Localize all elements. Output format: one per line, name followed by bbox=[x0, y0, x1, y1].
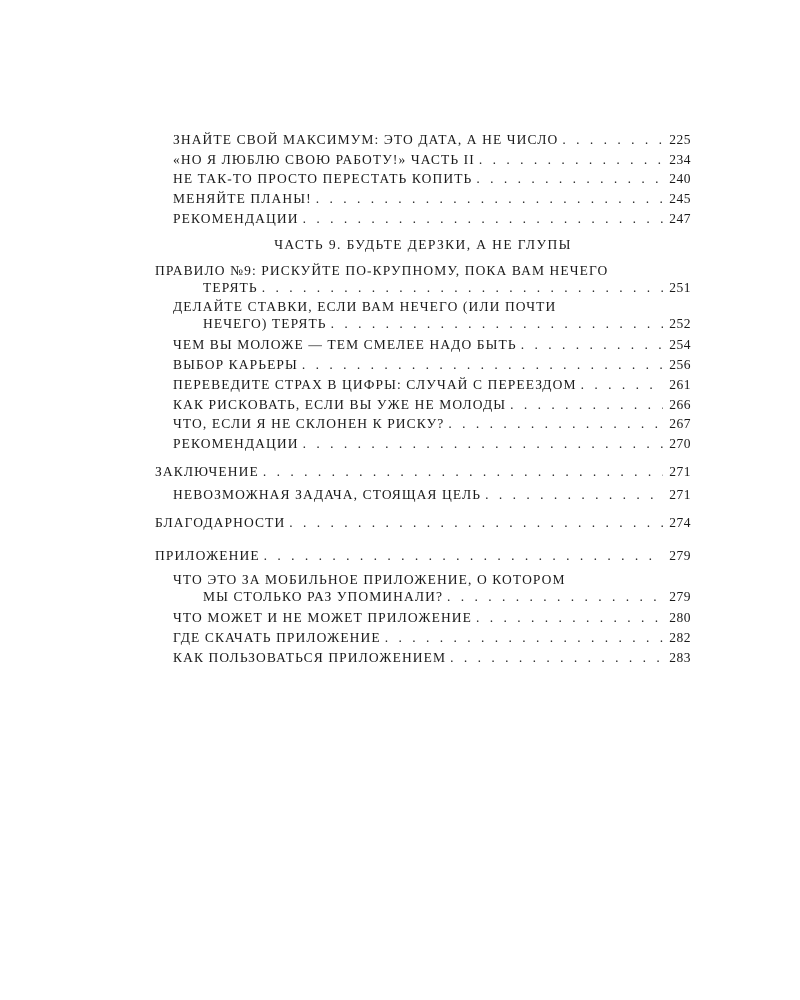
toc-entry bbox=[155, 485, 691, 505]
part9-section bbox=[155, 335, 691, 453]
dot-leader bbox=[476, 169, 663, 189]
toc-entry-page: 280 bbox=[669, 610, 691, 626]
table-of-contents bbox=[155, 130, 691, 667]
toc-entry-title-line2: МЫ СТОЛЬКО РАЗ УПОМИНАЛИ? bbox=[203, 589, 444, 605]
toc-appendix-app-entry bbox=[155, 571, 691, 605]
toc-entry-title: НЕ ТАК-ТО ПРОСТО ПЕРЕСТАТЬ КОПИТЬ bbox=[173, 171, 473, 187]
toc-entry-page: 254 bbox=[669, 337, 691, 353]
toc-entry-page: 271 bbox=[669, 463, 691, 479]
toc-entry-page: 279 bbox=[669, 547, 691, 563]
dot-leader bbox=[331, 315, 663, 332]
toc-entry-title: ГДЕ СКАЧАТЬ ПРИЛОЖЕНИЕ bbox=[173, 630, 381, 645]
dot-leader bbox=[447, 588, 663, 605]
toc-entry-page: 267 bbox=[669, 416, 691, 432]
dot-leader bbox=[448, 414, 663, 434]
toc-entry-title-line1: ПРАВИЛО №9: РИСКУЙТЕ ПО-КРУПНОМУ, ПОКА ВАМ НЕЧЕГО bbox=[155, 263, 609, 279]
toc-appendix bbox=[155, 546, 691, 566]
dot-leader bbox=[262, 279, 663, 296]
toc-entry-page: 245 bbox=[669, 191, 691, 207]
toc-entry-continuation bbox=[155, 588, 691, 605]
toc-entry-page: 270 bbox=[669, 435, 691, 451]
toc-entry-title: КАК ПОЛЬЗОВАТЬСЯ ПРИЛОЖЕНИЕМ bbox=[173, 649, 447, 665]
toc-entry-page: 256 bbox=[669, 357, 691, 373]
toc-entry-title-line1: ЧТО ЭТО ЗА МОБИЛЬНОЕ ПРИЛОЖЕНИЕ, О КОТОРОМ bbox=[173, 572, 566, 588]
toc-entry-page: 266 bbox=[669, 396, 691, 412]
toc-acknowledgements bbox=[155, 513, 691, 533]
toc-entry bbox=[155, 375, 691, 395]
toc-entry-title: НЕВОЗМОЖНАЯ ЗАДАЧА, СТОЯЩАЯ ЦЕЛЬ bbox=[173, 487, 482, 503]
toc-entry-title: КАК РИСКОВАТЬ, ЕСЛИ ВЫ УЖЕ НЕ МОЛОДЫ bbox=[173, 396, 507, 412]
dot-leader bbox=[316, 189, 663, 209]
dot-leader bbox=[476, 608, 663, 628]
toc-entry bbox=[155, 355, 691, 375]
dot-leader bbox=[385, 628, 663, 648]
toc-entry-title: ПРИЛОЖЕНИЕ bbox=[155, 547, 260, 563]
toc-entry-page: 234 bbox=[669, 151, 691, 167]
toc-entry-title: ЗАКЛЮЧЕНИЕ bbox=[155, 463, 259, 479]
dot-leader bbox=[450, 648, 663, 668]
toc-entry-page: 271 bbox=[669, 487, 691, 503]
toc-entry-title: РЕКОМЕНДАЦИИ bbox=[173, 210, 299, 226]
toc-entry-page: 283 bbox=[669, 649, 691, 665]
toc-entry-page: 251 bbox=[669, 280, 691, 296]
toc-entry-title-line1: ДЕЛАЙТЕ СТАВКИ, ЕСЛИ ВАМ НЕЧЕГО (ИЛИ ПОЧТИ bbox=[173, 299, 557, 315]
dot-leader bbox=[521, 335, 663, 355]
toc-entry-page: 247 bbox=[669, 210, 691, 226]
toc-entry-title: ЧТО, ЕСЛИ Я НЕ СКЛОНЕН К РИСКУ? bbox=[173, 416, 445, 432]
dot-leader bbox=[562, 130, 663, 150]
toc-entry-title: БЛАГОДАРНОСТИ bbox=[155, 514, 286, 530]
toc-entry-title: ЧТО МОЖЕТ И НЕ МОЖЕТ ПРИЛОЖЕНИЕ bbox=[173, 610, 472, 626]
toc-entry-page: 282 bbox=[669, 630, 691, 645]
toc-entry bbox=[155, 130, 691, 150]
dot-leader bbox=[289, 513, 663, 533]
toc-entry bbox=[155, 169, 691, 189]
dot-leader bbox=[302, 355, 663, 375]
toc-entry-title-line2: ТЕРЯТЬ bbox=[203, 280, 258, 296]
toc-entry bbox=[155, 209, 691, 229]
part9-heading: ЧАСТЬ 9. БУДЬТЕ ДЕРЗКИ, А НЕ ГЛУПЫ bbox=[274, 237, 572, 253]
toc-entry-title: ПЕРЕВЕДИТЕ СТРАХ В ЦИФРЫ: СЛУЧАЙ С ПЕРЕЕЗДОМ bbox=[173, 376, 577, 392]
toc-entry-page: 225 bbox=[669, 132, 691, 147]
toc-entry bbox=[155, 648, 691, 668]
toc-entry-title: ВЫБОР КАРЬЕРЫ bbox=[173, 357, 298, 373]
toc-entry bbox=[155, 434, 691, 454]
part8-section bbox=[155, 130, 691, 228]
toc-entry bbox=[155, 335, 691, 355]
toc-entry-title: МЕНЯЙТЕ ПЛАНЫ! bbox=[173, 191, 312, 207]
toc-entry-continuation bbox=[155, 315, 691, 332]
dot-leader bbox=[479, 150, 663, 170]
dot-leader bbox=[303, 434, 663, 454]
toc-entry-title-line2: НЕЧЕГО) ТЕРЯТЬ bbox=[203, 316, 327, 332]
toc-entry-continuation bbox=[155, 279, 691, 296]
toc-entry bbox=[155, 608, 691, 628]
toc-rule9-entry bbox=[155, 262, 691, 296]
toc-entry-page: 279 bbox=[669, 589, 691, 605]
toc-entry-title: «НО Я ЛЮБЛЮ СВОЮ РАБОТУ!» ЧАСТЬ II bbox=[173, 151, 475, 167]
toc-entry bbox=[155, 414, 691, 434]
toc-entry bbox=[155, 395, 691, 415]
toc-entry-page: 252 bbox=[669, 316, 691, 332]
toc-entry-page: 274 bbox=[669, 514, 691, 530]
dot-leader bbox=[485, 485, 663, 505]
dot-leader bbox=[264, 546, 663, 566]
toc-entry bbox=[155, 189, 691, 209]
toc-conclusion bbox=[155, 462, 691, 482]
toc-entry-title: ЧЕМ ВЫ МОЛОЖЕ — ТЕМ СМЕЛЕЕ НАДО БЫТЬ bbox=[173, 337, 517, 353]
dot-leader bbox=[303, 209, 663, 229]
toc-entry-page: 261 bbox=[669, 376, 691, 392]
toc-entry bbox=[155, 150, 691, 170]
dot-leader bbox=[581, 375, 663, 395]
toc-entry-title: ЗНАЙТЕ СВОЙ МАКСИМУМ: ЭТО ДАТА, А НЕ ЧИСЛО bbox=[173, 132, 559, 147]
dot-leader bbox=[510, 395, 663, 415]
dot-leader bbox=[263, 462, 663, 482]
toc-entry-page: 240 bbox=[669, 171, 691, 187]
appendix-section bbox=[155, 608, 691, 667]
toc-entry bbox=[155, 628, 691, 648]
toc-bets-entry bbox=[155, 298, 691, 332]
toc-entry-title: РЕКОМЕНДАЦИИ bbox=[173, 435, 299, 451]
